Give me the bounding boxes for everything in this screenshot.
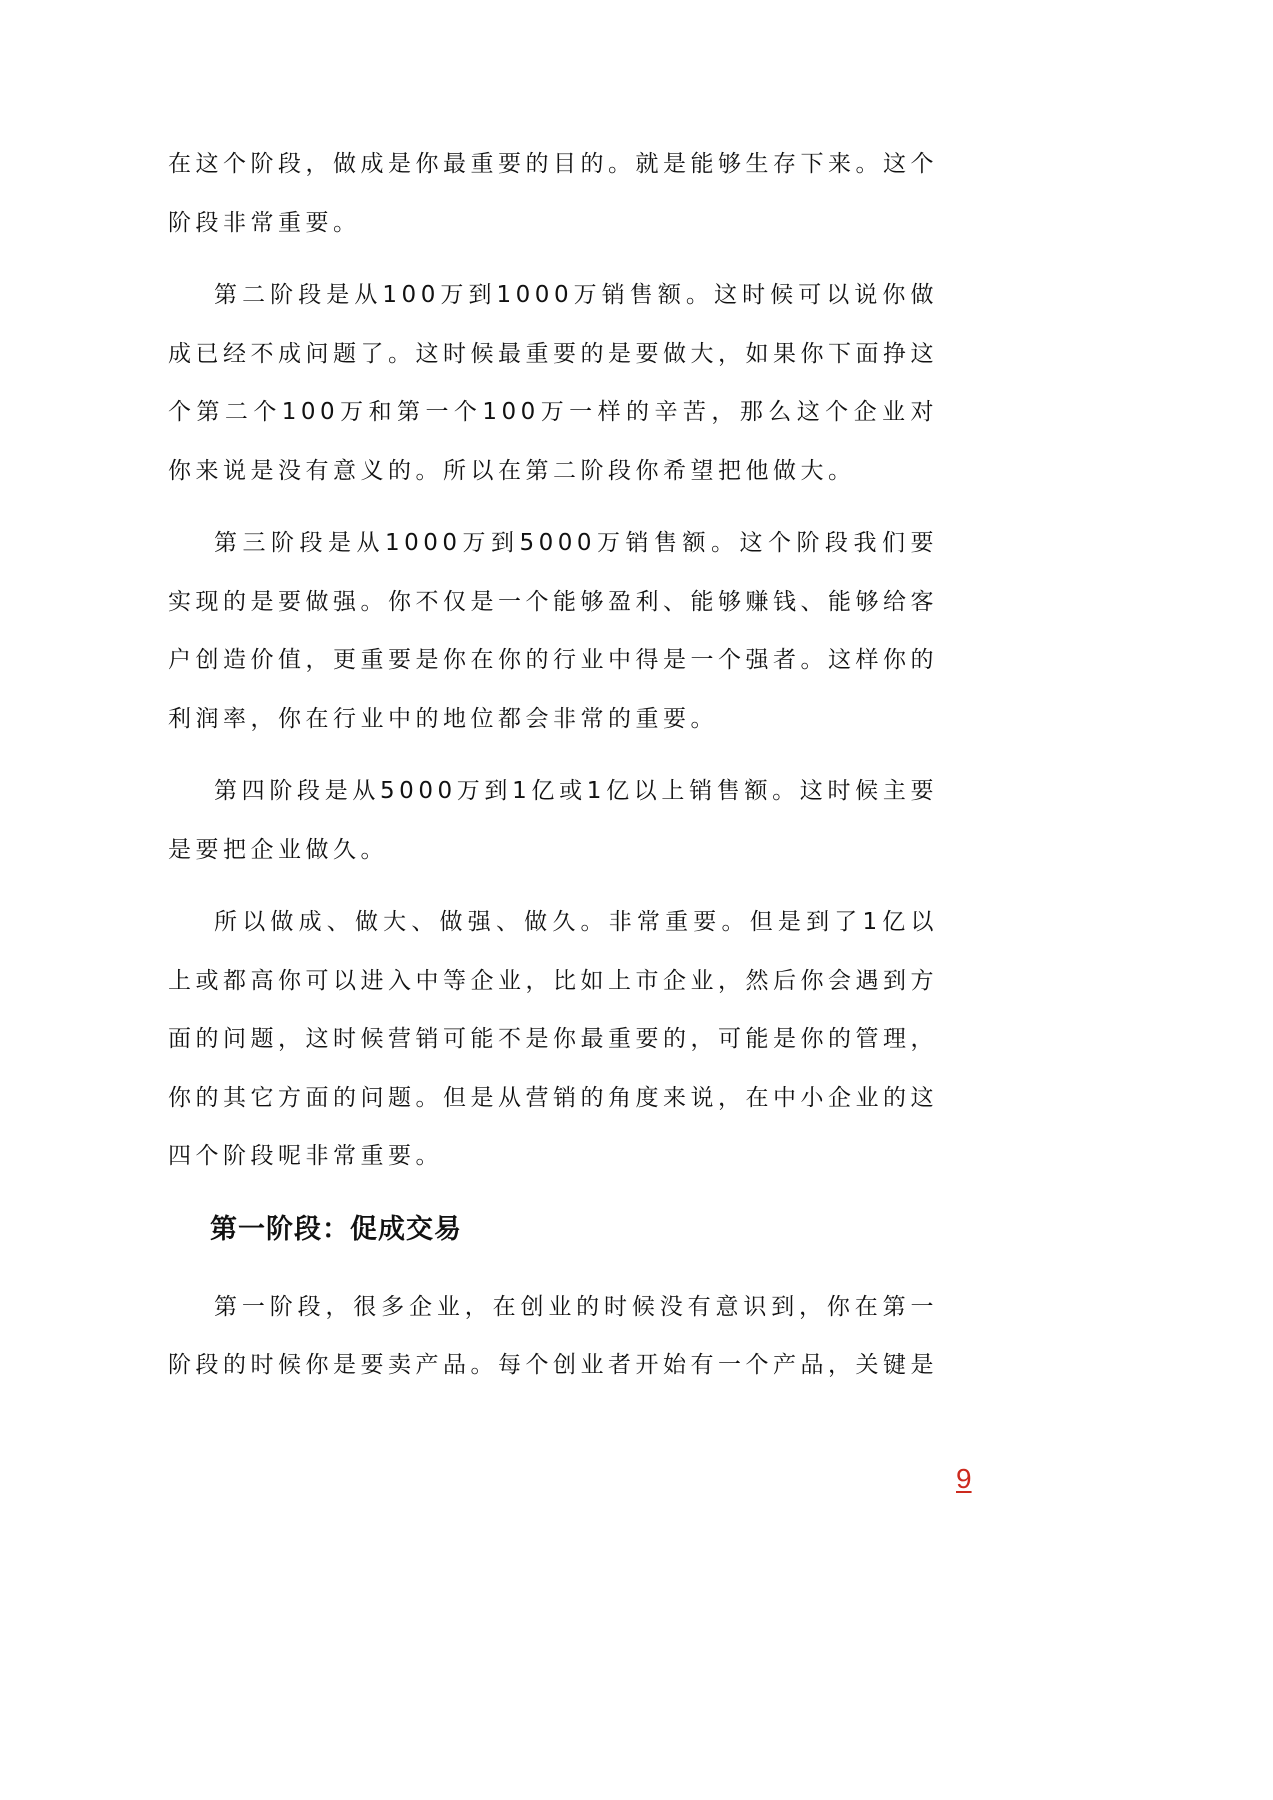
page-content [168, 135, 938, 1409]
page-number: 9 [956, 1463, 972, 1494]
paragraph-stage-two: 第二阶段是从100万到1000万销售额。这时候可以说你做成已经不成问题了。这时候最重要的是要做大，如果你下面挣这个第二个100万和第一个100万一样的辛苦，那么这个企业对你来说是没有意义的。所以在第二阶段你希望把他做大。 [168, 282, 938, 484]
paragraph-summary: 所以做成、做大、做强、做久。非常重要。但是到了1亿以上或都高你可以进入中等企业，比如上市企业，然后你会遇到方面的问题，这时候营销可能不是你最重要的，可能是你的管理，你的其它方面的问题。但是从营销的角度来说，在中小企业的这四个阶段呢非常重要。 [168, 909, 938, 1169]
paragraph-stage-one-continued: 在这个阶段，做成是你最重要的目的。就是能够生存下来。这个阶段非常重要。 [168, 151, 938, 236]
paragraph-stage-three: 第三阶段是从1000万到5000万销售额。这个阶段我们要实现的是要做强。你不仅是一个能够盈利、能够赚钱、能够给客户创造价值，更重要是你在你的行业中得是一个强者。这样你的利润率，你在行业中的地位都会非常的重要。 [168, 530, 938, 732]
paragraph-stage-four: 第四阶段是从5000万到1亿或1亿以上销售额。这时候主要是要把企业做久。 [168, 778, 938, 863]
paragraph-first-stage-intro: 第一阶段，很多企业，在创业的时候没有意识到，你在第一阶段的时候你是要卖产品。每个创业者开始有一个产品，关键是 [168, 1293, 938, 1378]
section-heading: 第一阶段：促成交易 [210, 1213, 462, 1245]
